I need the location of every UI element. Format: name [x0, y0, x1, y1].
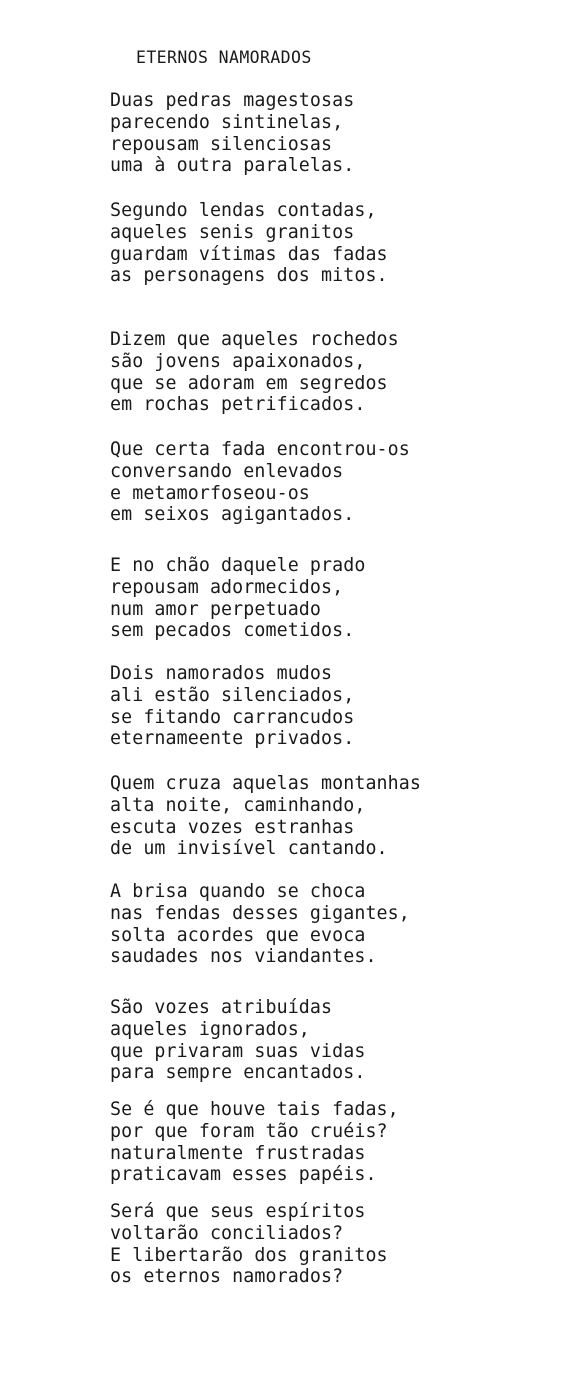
poem-line: conversando enlevados — [110, 460, 344, 482]
stanza — [110, 1201, 388, 1288]
poem-line: naturalmente frustradas — [110, 1142, 366, 1164]
poem-line: nas fendas desses gigantes, — [110, 902, 410, 924]
poem-line: aqueles senis granitos — [110, 221, 355, 243]
stanza — [110, 90, 354, 177]
poem-line: para sempre encantados. — [110, 1062, 366, 1084]
poem-line: Segundo lendas contadas, — [110, 200, 377, 221]
stanza — [110, 997, 365, 1084]
poem-line: de um invisível cantando. — [110, 838, 388, 860]
poem-line: repousam adormecidos, — [110, 576, 344, 598]
poem-line: que se adoram em segredos — [110, 372, 388, 394]
poem-line: repousam silenciosas — [110, 133, 333, 155]
stanza — [110, 773, 421, 860]
stanza — [110, 881, 410, 968]
poem-line: A brisa quando se choca — [110, 881, 366, 902]
poem-line: ali estão silenciados, — [110, 684, 355, 706]
poem-line: Duas pedras magestosas — [110, 90, 355, 111]
poem-line: por que foram tão cruéis? — [110, 1120, 388, 1142]
poem-line: Será que seus espíritos — [110, 1201, 366, 1222]
stanza — [110, 555, 365, 642]
poem-line: E no chão daquele prado — [110, 555, 366, 576]
poem-line: e metamorfoseou-os — [110, 482, 310, 504]
stanza — [110, 329, 399, 416]
poem-line: São vozes atribuídas — [110, 997, 333, 1018]
poem-line: praticavam esses papéis. — [110, 1164, 377, 1186]
stanza — [110, 439, 410, 526]
poem-title: ETERNOS NAMORADOS — [136, 48, 312, 67]
poem-line: sem pecados cometidos. — [110, 620, 355, 642]
poem-line: Dizem que aqueles rochedos — [110, 329, 399, 350]
poem-line: Que certa fada encontrou-os — [110, 439, 410, 460]
poem-line: Dois namorados mudos — [110, 663, 333, 684]
poem-line: uma à outra paralelas. — [110, 155, 355, 177]
poem-line: aqueles ignorados, — [110, 1018, 310, 1040]
poem-line: eternameente privados. — [110, 728, 355, 750]
stanza — [110, 663, 354, 750]
poem-line: escuta vozes estranhas — [110, 816, 355, 838]
poem-line: solta acordes que evoca — [110, 924, 366, 946]
poem-line: voltarão conciliados? — [110, 1222, 344, 1244]
poem-line: se fitando carrancudos — [110, 706, 355, 728]
poem-line: saudades nos viandantes. — [110, 946, 377, 968]
poem-line: são jovens apaixonados, — [110, 350, 366, 372]
poem-line: os eternos namorados? — [110, 1266, 344, 1288]
poem-line: que privaram suas vidas — [110, 1040, 366, 1062]
poem-line: as personagens dos mitos. — [110, 265, 388, 287]
poem-line: alta noite, caminhando, — [110, 794, 366, 816]
poem-line: em seixos agigantados. — [110, 504, 355, 526]
stanza — [110, 1099, 399, 1186]
stanza — [110, 200, 388, 287]
poem-line: Quem cruza aquelas montanhas — [110, 773, 421, 794]
poem-line: Se é que houve tais fadas, — [110, 1099, 399, 1120]
poem-line: parecendo sintinelas, — [110, 111, 344, 133]
poem-line: E libertarão dos granitos — [110, 1244, 388, 1266]
poem-line: num amor perpetuado — [110, 598, 322, 620]
poem-line: guardam vítimas das fadas — [110, 243, 388, 265]
poem-line: em rochas petrificados. — [110, 394, 366, 416]
